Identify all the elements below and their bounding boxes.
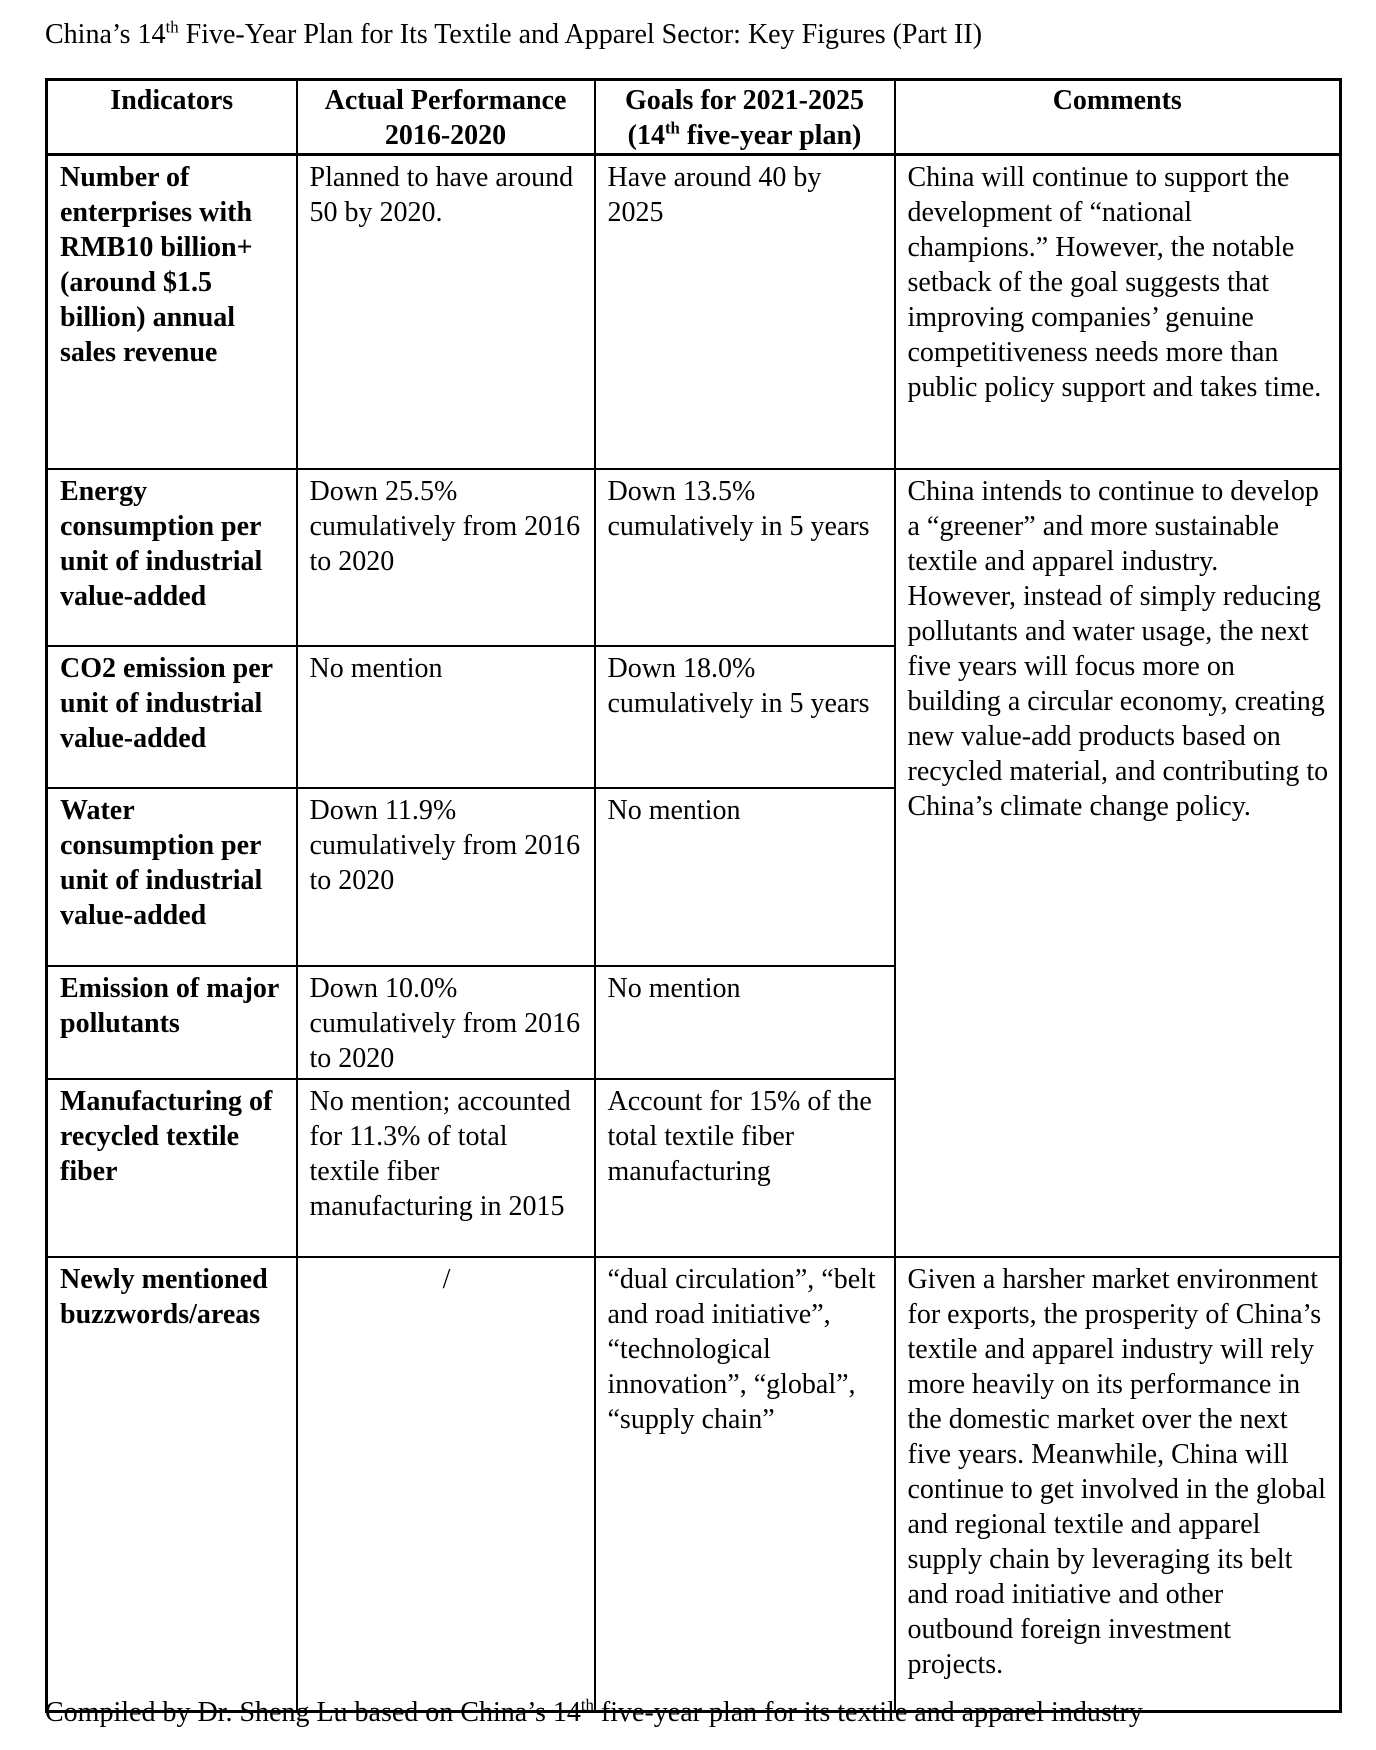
table-row <box>47 469 1341 646</box>
source-footnote <box>45 1696 1143 1730</box>
header-actual-line1: Actual Performance <box>324 85 567 116</box>
goal-cell: Down 13.5% cumulatively in 5 years <box>595 469 895 646</box>
document-title <box>45 18 982 52</box>
header-goals-line1: Goals for 2021-2025 <box>624 85 865 116</box>
table-header-row <box>47 80 1341 155</box>
actual-cell: / <box>297 1257 595 1712</box>
actual-cell: No mention <box>297 646 595 788</box>
goal-cell: No mention <box>595 788 895 966</box>
header-goals <box>595 80 895 155</box>
header-indicators: Indicators <box>47 80 297 155</box>
header-goals-line2: (14 <box>627 120 665 151</box>
indicator-cell: Water consumption per unit of industrial value-added <box>47 788 297 966</box>
actual-cell: Planned to have around 50 by 2020. <box>297 155 595 470</box>
header-goals-line2-rest: five-year plan) <box>679 120 862 151</box>
title-text: China’s 14 <box>45 19 166 50</box>
header-goals-superscript: th <box>664 118 680 138</box>
indicator-cell: Manufacturing of recycled textile fiber <box>47 1079 297 1257</box>
goal-cell: Account for 15% of the total textile fiber manufacturing <box>595 1079 895 1257</box>
goal-cell: No mention <box>595 966 895 1079</box>
title-text-rest: Five-Year Plan for Its Textile and Apparel Sector: Key Figures (Part II) <box>178 19 983 50</box>
footer-text-rest: five-year plan for its textile and apparel industry <box>593 1697 1143 1728</box>
indicator-cell: Newly mentioned buzzwords/areas <box>47 1257 297 1712</box>
indicator-cell: Energy consumption per unit of industrial value-added <box>47 469 297 646</box>
comment-cell: Given a harsher market environment for exports, the prosperity of China’s textile and apparel industry will rely more heavily on its performance in the domestic market over the next five years. Meanwhile, China will continue to get involved in the global and regional textile and apparel supply chain by leveraging its belt and road initiative and other outbound foreign investment projects. <box>895 1257 1341 1712</box>
footer-superscript: th <box>580 1695 594 1715</box>
footer-text: Compiled by Dr. Sheng Lu based on China’s 14 <box>45 1697 581 1728</box>
header-comments: Comments <box>895 80 1341 155</box>
goal-cell: Down 18.0% cumulatively in 5 years <box>595 646 895 788</box>
table-row <box>47 1257 1341 1712</box>
comment-cell: China will continue to support the development of “national champions.” However, the notable setback of the goal suggests that improving companies’ genuine competitiveness needs more than public policy support and takes time. <box>895 155 1341 470</box>
comment-cell-merged: China intends to continue to develop a “greener” and more sustainable textile and apparel industry. However, instead of simply reducing pollutants and water usage, the next five years will focus more on building a circular economy, creating new value-add products based on recycled material, and contributing to China’s climate change policy. <box>895 469 1341 1257</box>
indicator-cell: Emission of major pollutants <box>47 966 297 1079</box>
actual-cell: Down 11.9% cumulatively from 2016 to 2020 <box>297 788 595 966</box>
actual-cell: Down 25.5% cumulatively from 2016 to 2020 <box>297 469 595 646</box>
title-superscript: th <box>165 17 179 37</box>
indicator-cell: CO2 emission per unit of industrial value-added <box>47 646 297 788</box>
header-actual-performance <box>297 80 595 155</box>
actual-cell: No mention; accounted for 11.3% of total textile fiber manufacturing in 2015 <box>297 1079 595 1257</box>
actual-cell: Down 10.0% cumulatively from 2016 to 2020 <box>297 966 595 1079</box>
header-actual-line2: 2016-2020 <box>384 120 507 151</box>
indicator-cell: Number of enterprises with RMB10 billion+ (around $1.5 billion) annual sales revenue <box>47 155 297 470</box>
key-figures-table <box>45 78 1342 1713</box>
goal-cell: “dual circulation”, “belt and road initiative”, “technological innovation”, “global”, “supply chain” <box>595 1257 895 1712</box>
table-row <box>47 155 1341 470</box>
goal-cell: Have around 40 by 2025 <box>595 155 895 470</box>
